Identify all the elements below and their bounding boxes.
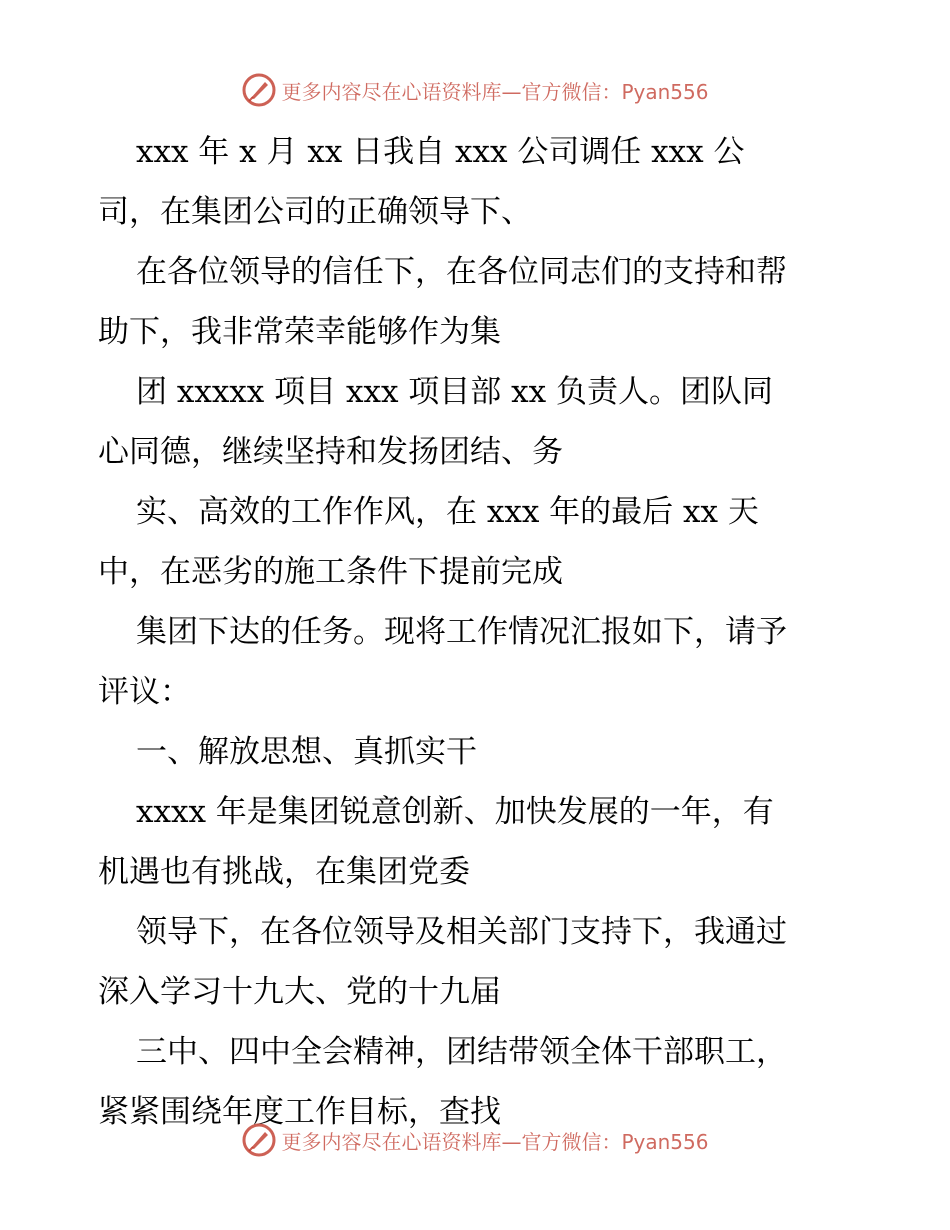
document-body [98, 122, 858, 1142]
text-line: 机遇也有挑战，在集团党委 [98, 854, 470, 890]
text-line: 三中、四中全会精神，团结带领全体干部职工， [136, 1034, 787, 1070]
text-line: 中，在恶劣的施工条件下提前完成 [98, 554, 563, 590]
text-line: 评议： [98, 674, 191, 710]
text-line: 紧紧围绕年度工作目标，查找 [98, 1094, 501, 1130]
text-line: xxx 年 x 月 xx 日我自 xxx 公司调任 xxx 公 [136, 134, 745, 170]
section-heading: 一、解放思想、真抓实干 [136, 734, 477, 770]
text-line: 心同德，继续坚持和发扬团结、务 [98, 434, 563, 470]
watermark-text: 更多内容尽在心语资料库—官方微信：Pyan556 [281, 1129, 709, 1154]
watermark-text: 更多内容尽在心语资料库—官方微信：Pyan556 [281, 79, 709, 104]
text-line: 在各位领导的信任下，在各位同志们的支持和帮 [136, 254, 787, 290]
text-line: xxxx 年是集团锐意创新、加快发展的一年，有 [136, 794, 774, 830]
quill-logo-icon [241, 1122, 277, 1158]
text-line: 深入学习十九大、党的十九届 [98, 974, 501, 1010]
text-line: 助下，我非常荣幸能够作为集 [98, 314, 501, 350]
quill-logo-icon [241, 72, 277, 108]
text-line: 领导下，在各位领导及相关部门支持下，我通过 [136, 914, 787, 950]
text-line: 实、高效的工作作风，在 xxx 年的最后 xx 天 [136, 494, 759, 530]
text-line: 团 xxxxx 项目 xxx 项目部 xx 负责人。团队同 [136, 374, 773, 410]
text-line: 集团下达的任务。现将工作情况汇报如下，请予 [136, 614, 787, 650]
header-watermark [0, 70, 950, 110]
footer-watermark [0, 1120, 950, 1160]
text-line: 司，在集团公司的正确领导下、 [98, 194, 532, 230]
